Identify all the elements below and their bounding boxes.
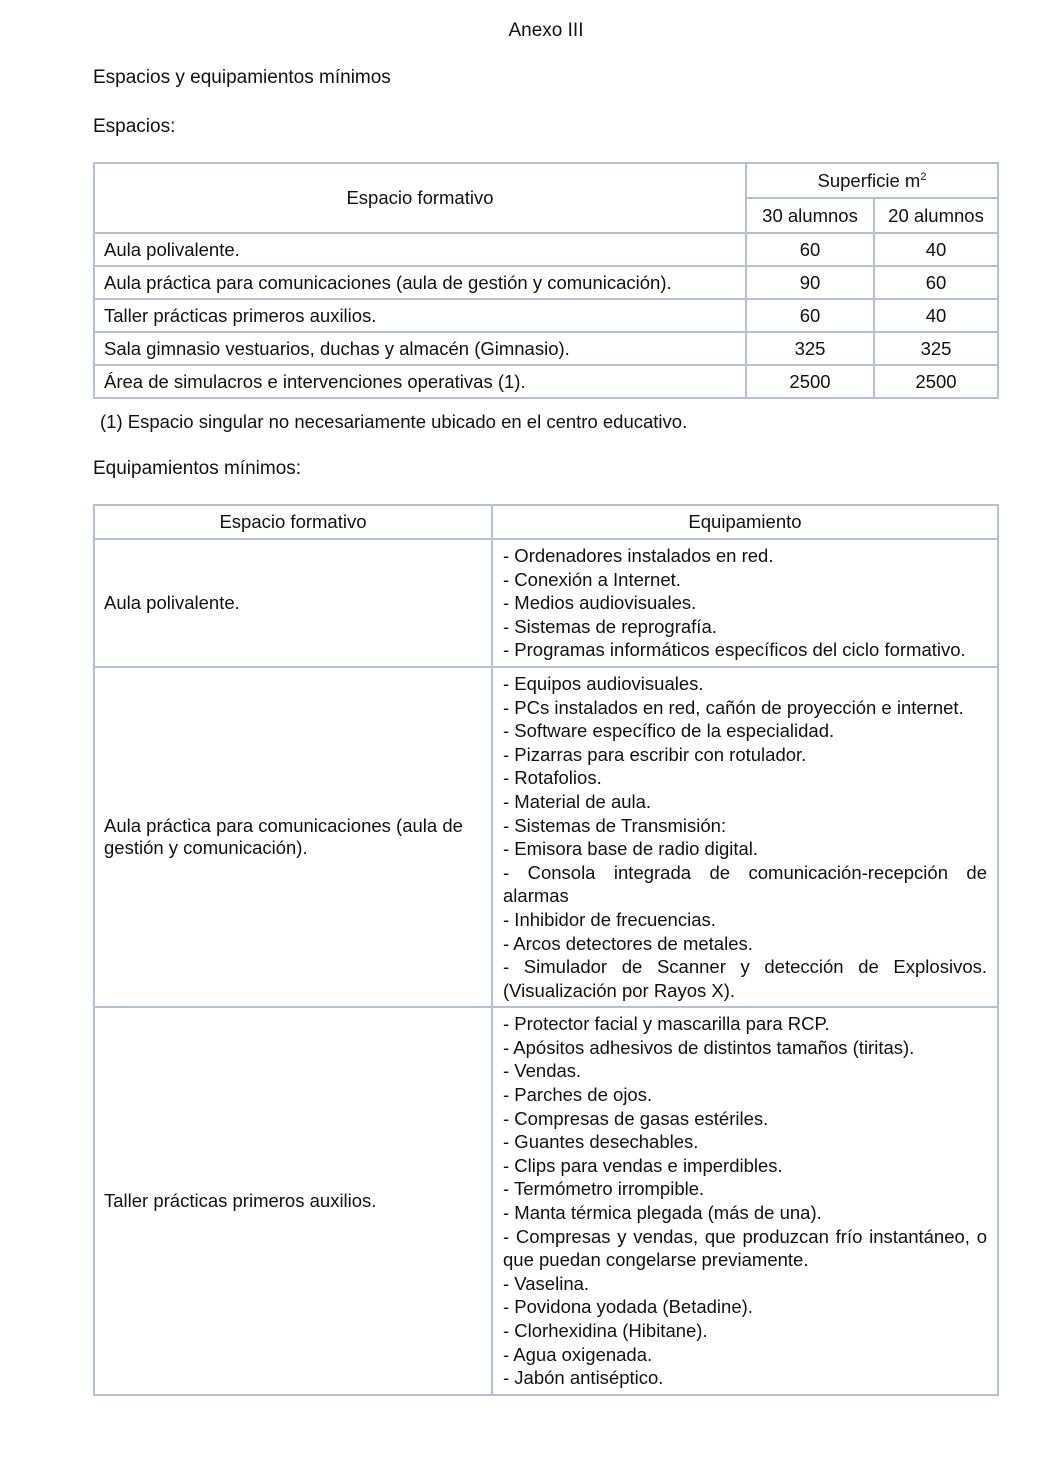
list-item: - Ordenadores instalados en red. bbox=[503, 545, 774, 566]
list-item: - Equipos audiovisuales. bbox=[503, 672, 704, 694]
cell-20: 40 bbox=[874, 233, 998, 266]
list-item: - Material de aula. bbox=[503, 790, 652, 812]
list-item: - Clorhexidina (Hibitane). bbox=[503, 1320, 708, 1341]
list-item: - Manta térmica plegada (más de una). bbox=[503, 1202, 822, 1224]
section-heading: Espacios y equipamientos mínimos bbox=[93, 67, 391, 88]
list-item: - Conexión a Internet. bbox=[503, 568, 681, 590]
cell-equipamiento bbox=[492, 667, 998, 1007]
list-item: - Compresas de gasas estériles. bbox=[503, 1107, 769, 1129]
page-title: Anexo III bbox=[508, 20, 584, 41]
cell-20: 60 bbox=[874, 266, 998, 299]
cell-20: 2500 bbox=[874, 365, 998, 398]
cell-espacio: Aula polivalente. bbox=[94, 539, 492, 667]
table-row bbox=[94, 667, 998, 1007]
table-row bbox=[94, 365, 998, 398]
col-header-superficie: Superficie $m^2$ bbox=[746, 163, 998, 198]
equipamientos-table bbox=[93, 504, 999, 1396]
cell-espacio: Aula práctica para comunicaciones (aula de gestión y comunicación). bbox=[94, 266, 746, 299]
cell-espacio: Aula polivalente. bbox=[94, 233, 746, 266]
cell-espacio: Sala gimnasio vestuarios, duchas y almacén (Gimnasio). bbox=[94, 332, 746, 365]
list-item: - Povidona yodada (Betadine). bbox=[503, 1296, 753, 1318]
col-header-espacio: Espacio formativo bbox=[94, 163, 746, 233]
list-item: - Inhibidor de frecuencias. bbox=[503, 908, 716, 930]
table-row bbox=[94, 539, 998, 667]
list-item: - Rotafolios. bbox=[503, 767, 602, 789]
list-item: - Protector facial y mascarilla para RCP. bbox=[503, 1013, 830, 1035]
list-item: - Termómetro irrompible. bbox=[503, 1178, 705, 1200]
list-item: - Compresas y vendas, que produzcan frío instantáneo, o que puedan congelarse previamente. bbox=[503, 1225, 987, 1271]
list-item: - Sistemas de reprografía. bbox=[503, 615, 717, 637]
equipamientos-heading: Equipamientos mínimos: bbox=[93, 458, 302, 479]
list-item: - Apósitos adhesivos de distintos tamaños (tiritas). bbox=[503, 1036, 915, 1058]
cell-20: 325 bbox=[874, 332, 998, 365]
cell-20: 40 bbox=[874, 299, 998, 332]
list-item: - Medios audiovisuales. bbox=[503, 592, 697, 614]
list-item: - Emisora base de radio digital. bbox=[503, 838, 759, 860]
list-item: - Vendas. bbox=[503, 1060, 582, 1082]
list-item: - Vaselina. bbox=[503, 1272, 590, 1294]
espacios-heading: Espacios: bbox=[93, 116, 176, 137]
col-header-20-alumnos: 20 alumnos bbox=[874, 198, 998, 233]
list-item: - Clips para vendas e imperdibles. bbox=[503, 1154, 783, 1176]
cell-espacio: Área de simulacros e intervenciones operativas (1). bbox=[94, 365, 746, 398]
cell-espacio: Aula práctica para comunicaciones (aula de gestión y comunicación). bbox=[94, 667, 492, 1007]
cell-equipamiento bbox=[492, 539, 998, 667]
table-row bbox=[94, 332, 998, 365]
footnote: (1) Espacio singular no necesariamente ubicado en el centro educativo. bbox=[100, 411, 688, 432]
list-item: - Pizarras para escribir con rotulador. bbox=[503, 743, 807, 765]
table-row bbox=[94, 233, 998, 266]
espacios-table bbox=[93, 162, 999, 399]
list-item: - Simulador de Scanner y detección de Explosivos. (Visualización por Rayos X). bbox=[503, 956, 987, 1001]
table-row bbox=[94, 299, 998, 332]
list-item: - Software específico de la especialidad. bbox=[503, 720, 835, 742]
col-header-30-alumnos: 30 alumnos bbox=[746, 198, 874, 233]
list-item: - PCs instalados en red, cañón de proyección e internet. bbox=[503, 696, 964, 718]
list-item: - Consola integrada de comunicación-recepción de alarmas bbox=[503, 861, 987, 907]
list-item: - Jabón antiséptico. bbox=[503, 1367, 664, 1389]
cell-30: 60 bbox=[746, 233, 874, 266]
cell-espacio: Taller prácticas primeros auxilios. bbox=[94, 1007, 492, 1395]
cell-equipamiento bbox=[492, 1007, 998, 1395]
list-item: - Arcos detectores de metales. bbox=[503, 932, 753, 954]
list-item: - Agua oxigenada. bbox=[503, 1343, 653, 1365]
list-item: - Sistemas de Transmisión: bbox=[503, 814, 727, 836]
cell-30: 2500 bbox=[746, 365, 874, 398]
col-header-equipamiento: Equipamiento bbox=[492, 505, 998, 539]
cell-30: 90 bbox=[746, 266, 874, 299]
list-item: - Programas informáticos específicos del ciclo formativo. bbox=[503, 639, 966, 661]
table-row bbox=[94, 266, 998, 299]
cell-30: 325 bbox=[746, 332, 874, 365]
table-row bbox=[94, 1007, 998, 1395]
list-item: - Parches de ojos. bbox=[503, 1084, 653, 1106]
col-header-espacio: Espacio formativo bbox=[94, 505, 492, 539]
cell-espacio: Taller prácticas primeros auxilios. bbox=[94, 299, 746, 332]
cell-30: 60 bbox=[746, 299, 874, 332]
list-item: - Guantes desechables. bbox=[503, 1131, 699, 1153]
